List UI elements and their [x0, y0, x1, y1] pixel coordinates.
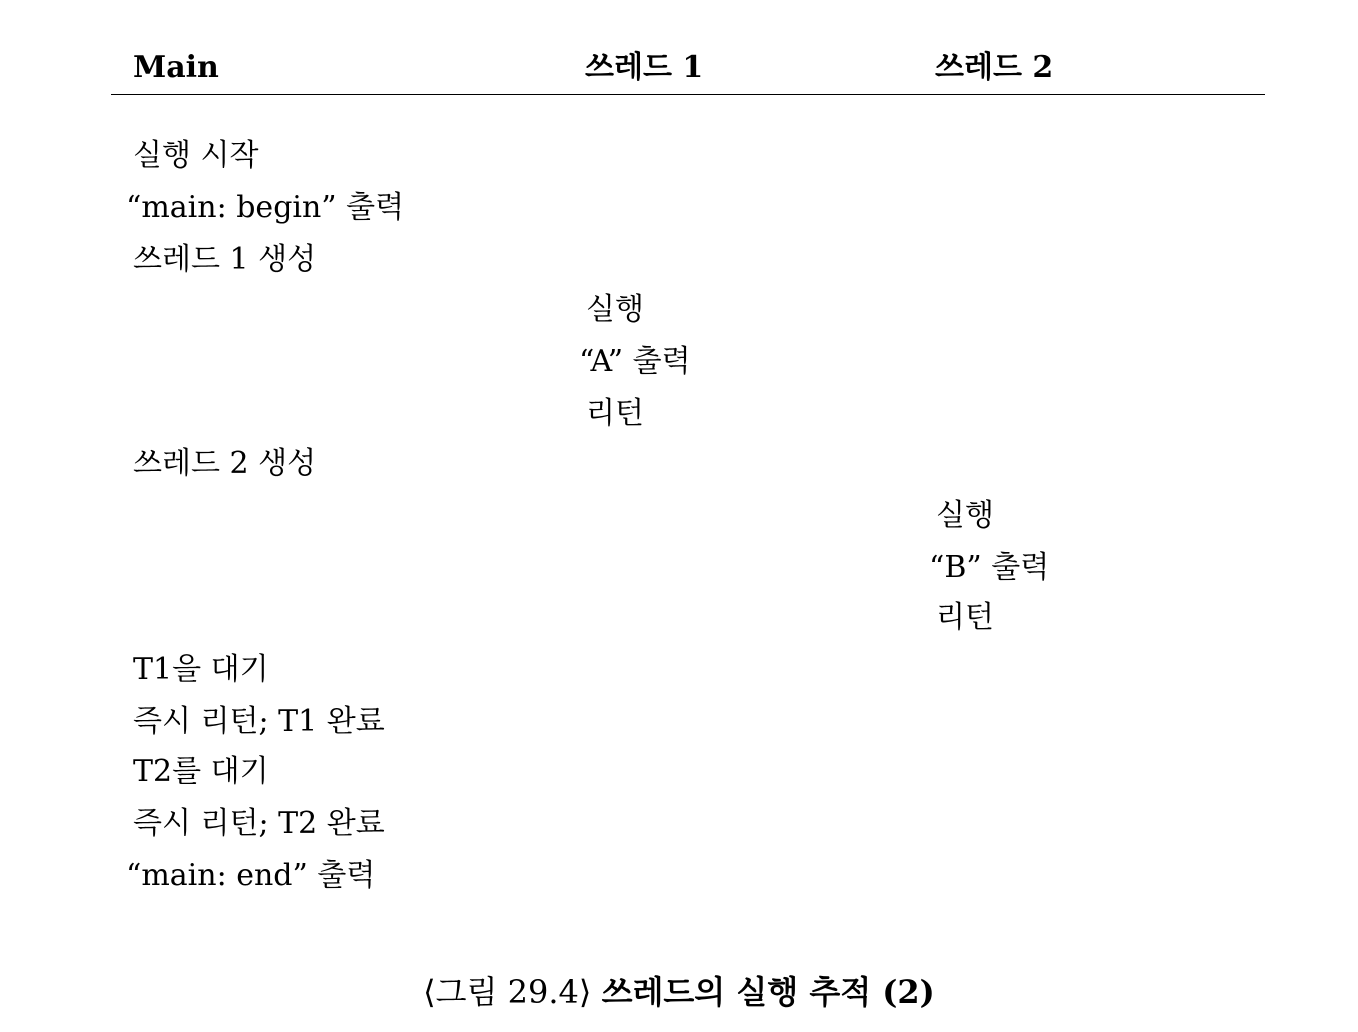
row-11-main: T1을 대기 — [133, 652, 269, 687]
header-thread-1: 쓰레드 1 — [585, 50, 704, 85]
row-2-main: “main: begin” 출력 — [126, 190, 405, 225]
figure-caption — [0, 970, 1358, 1014]
header-thread-2: 쓰레드 2 — [935, 50, 1054, 85]
row-7-main: 쓰레드 2 생성 — [133, 446, 317, 481]
row-12-main: 즉시 리턴; T1 완료 — [133, 704, 385, 739]
figure-title: 쓰레드의 실행 추적 (2) — [601, 973, 935, 1011]
row-3-main: 쓰레드 1 생성 — [133, 242, 317, 277]
row-6-thread-1: 리턴 — [586, 396, 644, 431]
row-4-thread-1: 실행 — [586, 292, 644, 327]
row-10-thread-2: 리턴 — [936, 600, 994, 635]
header-main: Main — [133, 50, 219, 85]
row-13-main: T2를 대기 — [133, 754, 269, 789]
row-15-main: “main: end” 출력 — [126, 858, 376, 893]
row-8-thread-2: 실행 — [936, 498, 994, 533]
row-14-main: 즉시 리턴; T2 완료 — [133, 806, 385, 841]
row-9-thread-2: “B” 출력 — [929, 550, 1050, 585]
row-5-thread-1: “A” 출력 — [579, 344, 691, 379]
figure-number: ⟨그림 29.4⟩ — [423, 973, 592, 1011]
row-1-main: 실행 시작 — [133, 138, 259, 173]
